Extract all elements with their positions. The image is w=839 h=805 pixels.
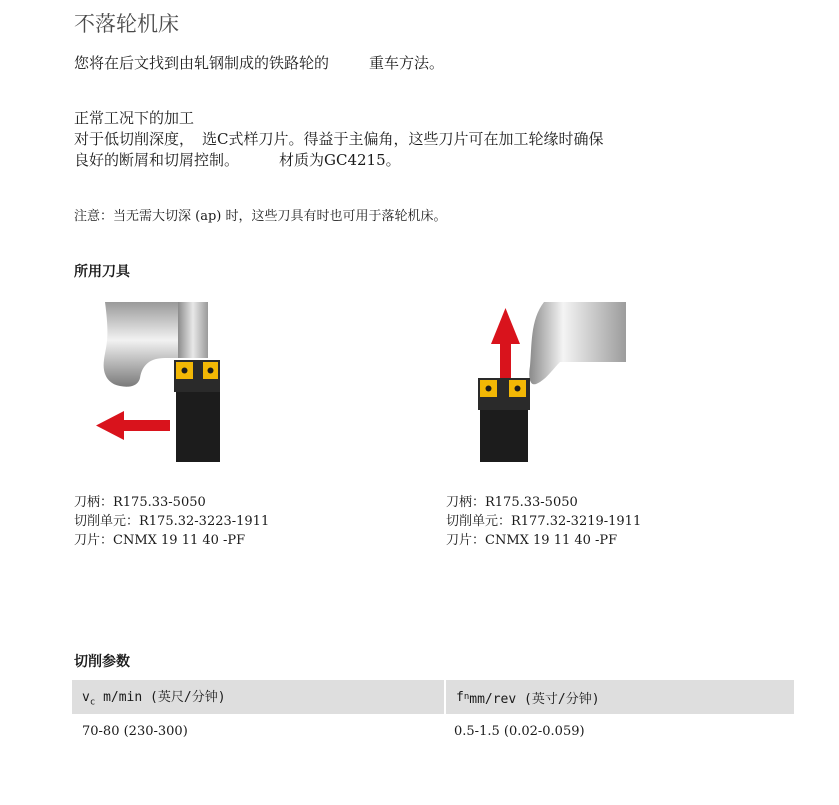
section-normal-machining — [74, 108, 604, 171]
section-line-2b: 材质为GC4215。 — [279, 151, 401, 169]
feed-arrow-body — [120, 420, 170, 431]
feed-arrow-up-icon — [491, 308, 520, 344]
table-row — [72, 714, 794, 748]
header-sub: n — [463, 692, 470, 702]
insert-screw-icon — [515, 386, 521, 392]
workpiece-face — [178, 302, 208, 358]
header-unit: m/min (英尺/分钟) — [95, 690, 226, 706]
insert-screw-icon — [486, 386, 492, 392]
page-title: 不落轮机床 — [74, 12, 179, 36]
cutting-unit-label: 切削单元：R175.32-3223-1911 — [74, 514, 270, 529]
insert-label: 刀片：CNMX 19 11 40 -PF — [446, 533, 618, 548]
note-text: 注意：当无需大切深 (ap) 时，这些刀具有时也可用于落轮机床。 — [74, 209, 447, 224]
section-line-2a: 良好的断屑和切屑控制。 — [74, 151, 240, 169]
header-var: f — [456, 689, 464, 705]
holder-label: 刀柄：R175.33-5050 — [446, 495, 578, 510]
section-heading: 正常工况下的加工 — [74, 109, 195, 127]
params-heading: 切削参数 — [74, 654, 130, 670]
tool-caption-left — [74, 493, 269, 550]
feed-arrow-left-icon — [96, 411, 124, 440]
tools-heading: 所用刀具 — [74, 264, 130, 280]
tool-caption-right — [446, 493, 641, 550]
insert-screw-icon — [182, 368, 188, 374]
cell-feed: 0.5-1.5 (0.02-0.059) — [454, 723, 585, 739]
header-feed — [444, 680, 794, 714]
intro-part1: 您将在后文找到由轧钢制成的铁路轮的 — [74, 54, 330, 72]
intro-text — [74, 52, 444, 73]
header-sub: c — [89, 697, 96, 708]
holder-shank — [176, 382, 220, 462]
section-line-1 — [74, 129, 604, 150]
header-cutting-speed — [72, 686, 444, 708]
feed-arrow-body — [500, 340, 511, 378]
cutting-unit-label: 切削单元：R177.32-3219-1911 — [446, 514, 642, 529]
holder-label: 刀柄：R175.33-5050 — [74, 495, 206, 510]
section-line-1a: 对于低切削深度， — [74, 130, 195, 148]
cell-cutting-speed: 70-80 (230-300) — [82, 723, 188, 739]
intro-part2: 重车方法。 — [369, 54, 445, 72]
header-var: v — [82, 690, 90, 706]
section-line-2 — [74, 150, 604, 171]
cutting-params-table — [72, 680, 794, 748]
insert-screw-icon — [208, 368, 214, 374]
section-line-1b: 选C式样刀片。得益于主偏角，这些刀片可在加工轮缘时确保 — [202, 130, 604, 148]
workpiece-shape — [529, 302, 626, 384]
tool-image-left — [90, 300, 230, 465]
insert-label: 刀片：CNMX 19 11 40 -PF — [74, 533, 246, 548]
table-header — [72, 680, 794, 714]
tool-image-right — [472, 300, 628, 465]
header-unit: mm/rev (英寸/分钟) — [469, 691, 600, 707]
